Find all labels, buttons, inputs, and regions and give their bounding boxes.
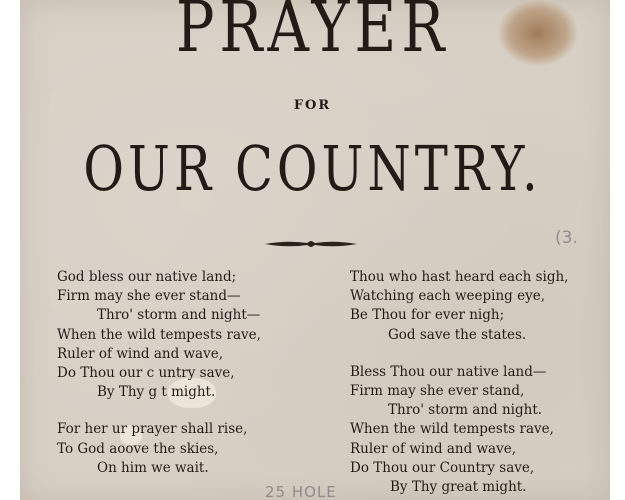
verse-line: By Thy great might. bbox=[390, 479, 527, 496]
ornament-divider bbox=[265, 238, 357, 250]
verse-line: Thro' storm and night— bbox=[97, 307, 261, 324]
stanza-gap bbox=[57, 402, 337, 420]
verse-line: Ruler of wind and wave, bbox=[57, 345, 224, 362]
verse-line: To God aoove the skies, bbox=[57, 440, 219, 457]
pencil-note: (3. bbox=[555, 228, 578, 248]
verse-line: Bless Thou our native land— bbox=[350, 363, 547, 380]
right-column bbox=[350, 268, 615, 497]
verse-line: When the wild tempests rave, bbox=[350, 421, 554, 438]
verse-line: By Thy g t might. bbox=[97, 384, 216, 401]
verse-line: Do Thou our c untry save, bbox=[57, 365, 235, 382]
verse-line: Be Thou for ever nigh; bbox=[350, 307, 505, 324]
verse-line: Ruler of wind and wave, bbox=[350, 440, 517, 457]
verse-line: Firm may she ever stand, bbox=[350, 383, 525, 400]
verse-line: For her ur prayer shall rise, bbox=[57, 421, 248, 438]
verse-line: Thou who hast heard each sigh, bbox=[350, 269, 569, 285]
title-prayer: PRAYER bbox=[175, 0, 450, 68]
title-our-country: OUR COUNTRY. bbox=[83, 132, 542, 205]
stanza-gap bbox=[350, 345, 615, 363]
verse-line: God bless our native land; bbox=[57, 269, 237, 285]
verse-line: On him we wait. bbox=[97, 459, 209, 476]
verse-line: Thro' storm and night. bbox=[388, 402, 543, 419]
verse-line: God save the states. bbox=[388, 326, 527, 343]
verse-line: When the wild tempests rave, bbox=[57, 326, 261, 343]
left-column bbox=[57, 268, 337, 478]
verse-line: Do Thou our Country save, bbox=[350, 459, 535, 476]
verse-line: Watching each weeping eye, bbox=[350, 288, 545, 305]
verse-line: Firm may she ever stand— bbox=[57, 288, 241, 305]
title-for: FOR bbox=[293, 98, 332, 113]
pencil-note-bottom: 25 HOLE bbox=[265, 483, 337, 500]
